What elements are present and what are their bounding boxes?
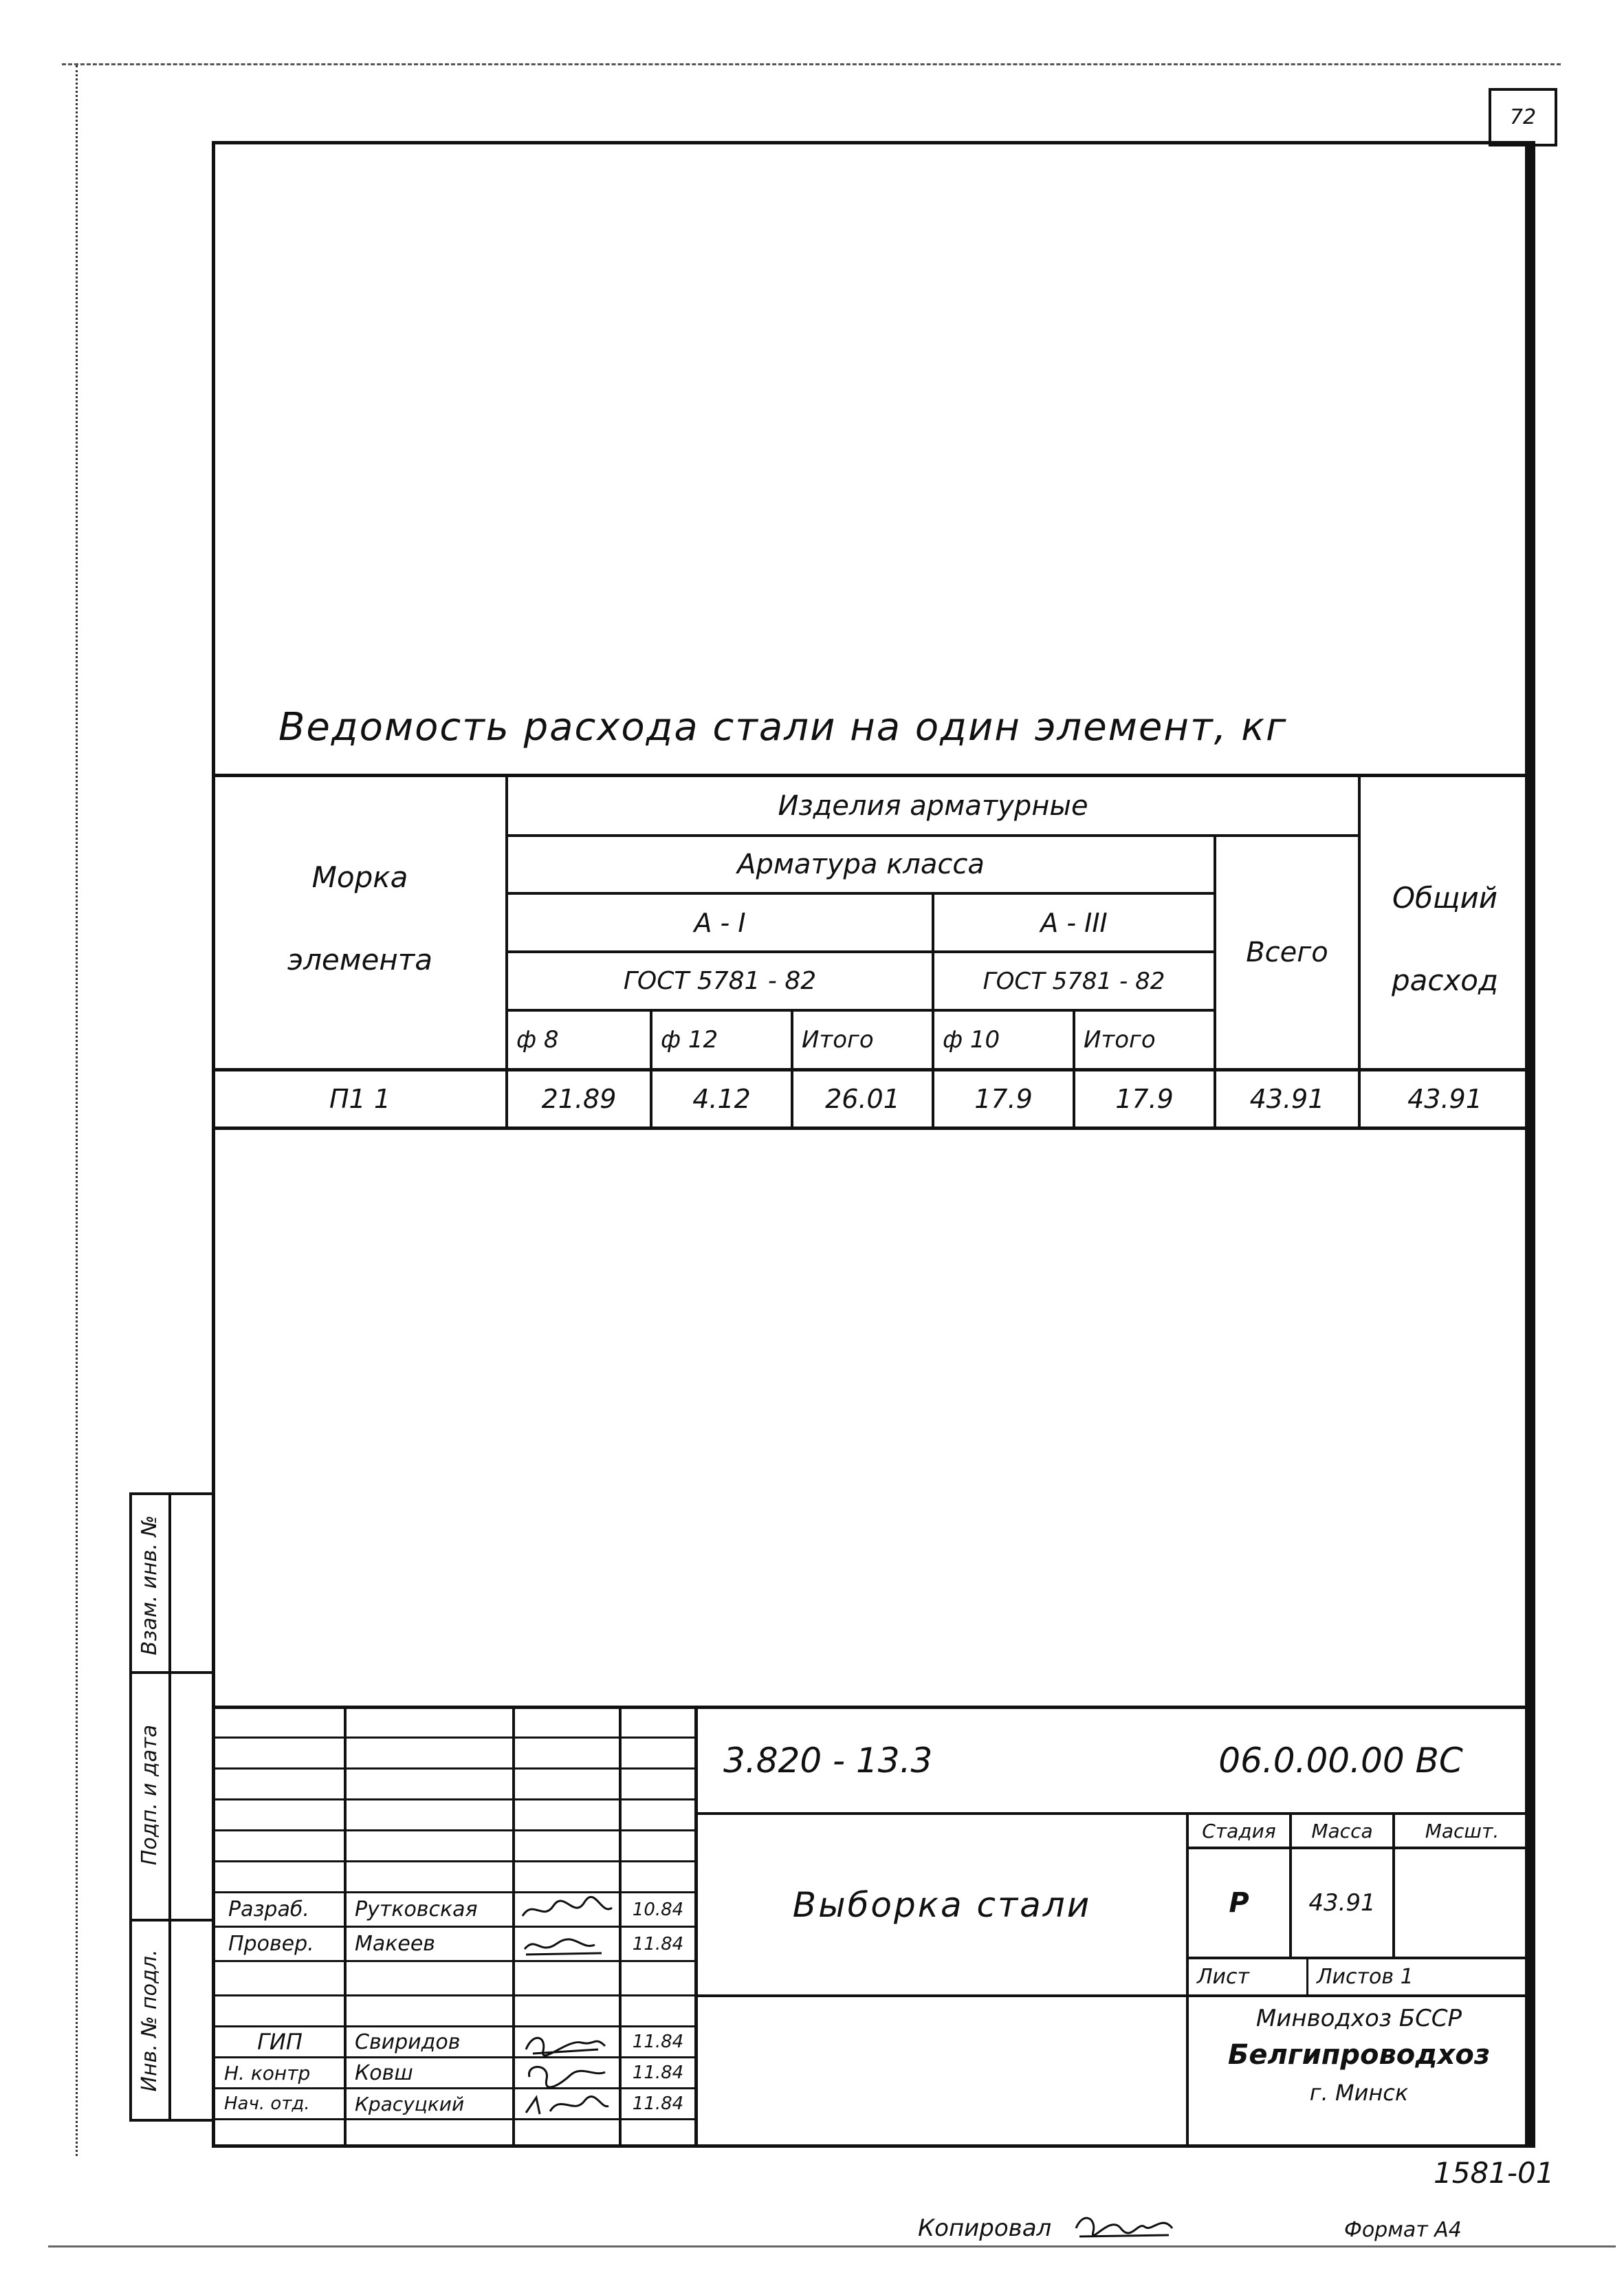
side-stamp-replaced-inv: Взам. инв. № [137,1515,162,1655]
sig-date-1: 11.84 [632,1933,684,1955]
sig-name-2: Свиридов [355,2029,461,2054]
row-d10: 17.9 [974,1084,1033,1114]
title-block-stage-label: Стадия [1202,1819,1276,1842]
sig-row-2 [215,1767,696,1770]
row-subtotal-a3: 17.9 [1115,1084,1174,1114]
sig-role-0: Разраб. [228,1897,309,1922]
sig-row-3 [215,1798,696,1800]
sig-row-8 [215,1960,696,1962]
header-total-use-line2: расход [1391,963,1499,997]
title-block-rule-name [696,1994,1532,1997]
header-d8: ф 8 [516,1026,559,1054]
side-stamp-rule-2 [129,1919,215,1922]
row-total: 43.91 [1249,1084,1325,1114]
title-block-scale-label: Масшт. [1425,1819,1500,1842]
header-subtotal-a1: Итого [802,1026,874,1054]
title-block-mass-label: Масса [1311,1819,1373,1842]
signature-scribble-2 [519,2029,615,2058]
title-block-org-line2: Белгипроводхоз [1227,2039,1491,2071]
row-total-use: 43.91 [1407,1084,1482,1114]
table-title: Ведомость расхода стали на один элемент, кг [278,705,1288,750]
archive-number: 1581-01 [1434,2156,1555,2190]
title-block-code: 06.0.00.00 ВС [1218,1741,1463,1781]
sig-row-5 [215,1860,696,1862]
sig-date-0: 10.84 [632,1899,684,1920]
format-label: Формат А4 [1344,2218,1462,2242]
copied-label: Копировал [918,2214,1052,2242]
scan-edge-bottom [48,2245,1616,2247]
header-rebar-class: Арматура класса [737,849,985,880]
header-mark-line1: Морка [311,860,408,894]
title-block-mass-value: 43.91 [1308,1889,1376,1917]
header-class-a1: А - I [694,907,746,938]
header-total-use-line1: Общий [1392,880,1498,915]
signature-scribble-3 [519,2060,615,2089]
copied-signature-scribble [1073,2208,1176,2242]
sig-date-4: 11.84 [632,2093,684,2114]
sig-role-1: Провер. [228,1932,314,1956]
row-d12: 4.12 [692,1084,751,1114]
sig-date-3: 11.84 [632,2062,684,2083]
sig-name-4: Красуцкий [355,2092,465,2115]
signature-scribble-4 [519,2091,615,2120]
title-block-sheets-label: Листов 1 [1317,1965,1414,1989]
title-block-sheet-label: Лист [1197,1965,1250,1989]
sig-role-3: Н. контр [224,2061,311,2084]
scan-edge-top [62,63,1561,65]
title-block-org-line3: г. Минск [1309,2079,1409,2106]
title-block-designation: 3.820 - 13.3 [723,1741,933,1781]
header-total: Всего [1246,937,1328,968]
signature-scribble-0 [519,1895,615,1924]
side-stamp-divider [168,1492,171,2122]
header-d10: ф 10 [943,1026,1000,1054]
sig-role-2: ГИП [257,2029,303,2055]
side-stamp-inv-orig: Инв. № подл. [137,1949,162,2092]
header-d12: ф 12 [661,1026,718,1054]
page-number: 72 [1509,105,1537,129]
sig-name-1: Макеев [355,1932,435,1956]
header-subtotal-a3: Итого [1084,1026,1156,1054]
sig-row-13 [215,2118,696,2120]
title-block-top [215,1706,1532,1709]
sig-row-4 [215,1829,696,1831]
row-d8: 21.89 [541,1084,617,1114]
sig-row-9 [215,1994,696,1996]
sig-name-0: Рутковская [355,1897,478,1922]
sig-row-1 [215,1737,696,1739]
row-subtotal-a1: 26.01 [825,1084,900,1114]
table-bottom-rule [215,1126,1532,1130]
side-stamp-sign-date: Подп. и дата [137,1724,162,1866]
header-gost-a1: ГОСТ 5781 - 82 [623,967,817,995]
header-class-a3: А - III [1040,907,1108,938]
title-block-stage-value: Р [1229,1887,1249,1919]
title-block-drawing-name: Выборка стали [792,1885,1092,1925]
sig-role-4: Нач. отд. [224,2093,310,2114]
sig-name-3: Ковш [355,2060,413,2085]
title-block-org-line1: Минводхоз БССР [1255,2005,1462,2032]
sig-date-2: 11.84 [632,2032,684,2052]
scan-edge-left [76,65,78,2156]
header-gost-a3: ГОСТ 5781 - 82 [983,967,1165,995]
signature-scribble-1 [519,1930,615,1959]
header-mark-line2: элемента [287,942,432,977]
row-mark: П1 1 [329,1084,391,1114]
header-products: Изделия арматурные [778,790,1088,822]
